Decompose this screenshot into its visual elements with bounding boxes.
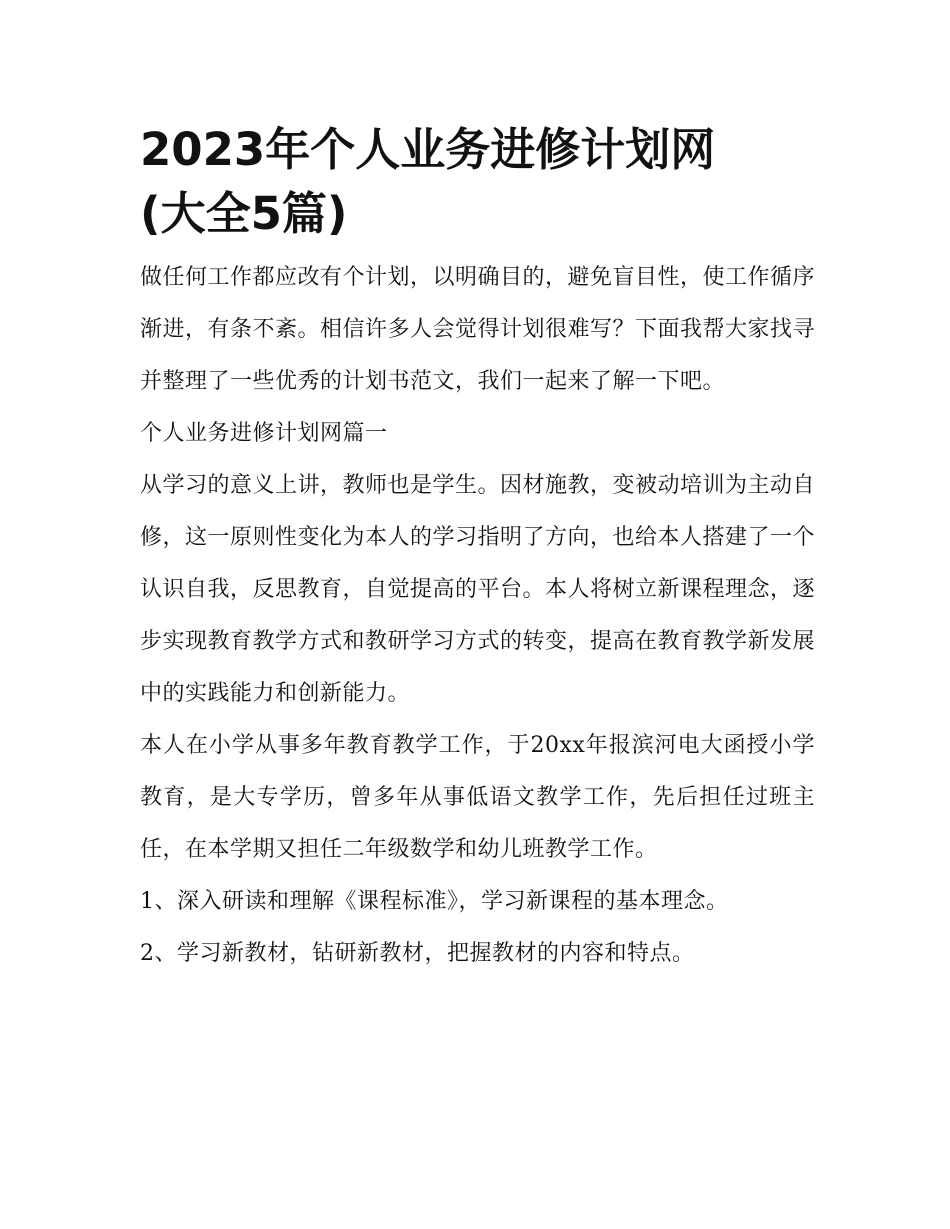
body-paragraph: 本人在小学从事多年教育教学工作，于20xx年报滨河电大函授小学教育，是大专学历，曾多年从事低语文教学工作，先后担任过班主任，在本学期又担任二年级数学和幼儿班教学工作。 — [140, 733, 815, 862]
title-line-1: 2023年个人业务进修计划网 — [140, 123, 716, 176]
document-title — [140, 118, 815, 246]
intro-paragraph: 做任何工作都应改有个计划，以明确目的，避免盲目性，使工作循序渐进，有条不紊。相信许多人会觉得计划很难写？下面我帮大家找寻并整理了一些优秀的计划书范文，我们一起来了解一下吧。 — [140, 265, 816, 394]
body-paragraph: 从学习的意义上讲，教师也是学生。因材施教，变被动培训为主动自修，这一原则性变化为本人的学习指明了方向，也给本人搭建了一个认识自我，反思教育，自觉提高的平台。本人将树立新课程理念，逐步实现教育教学方式和教研学习方式的转变，提高在教育教学新发展中的实践能力和创新能力。 — [140, 473, 816, 706]
section-heading: 个人业务进修计划网篇一 — [140, 421, 388, 446]
document-page — [140, 118, 815, 980]
list-item: 2、学习新教材，钻研新教材，把握教材的内容和特点。 — [140, 941, 695, 966]
title-line-2: (大全5篇) — [140, 187, 348, 240]
list-item: 1、深入研读和理解《课程标准》，学习新课程的基本理念。 — [140, 889, 729, 914]
